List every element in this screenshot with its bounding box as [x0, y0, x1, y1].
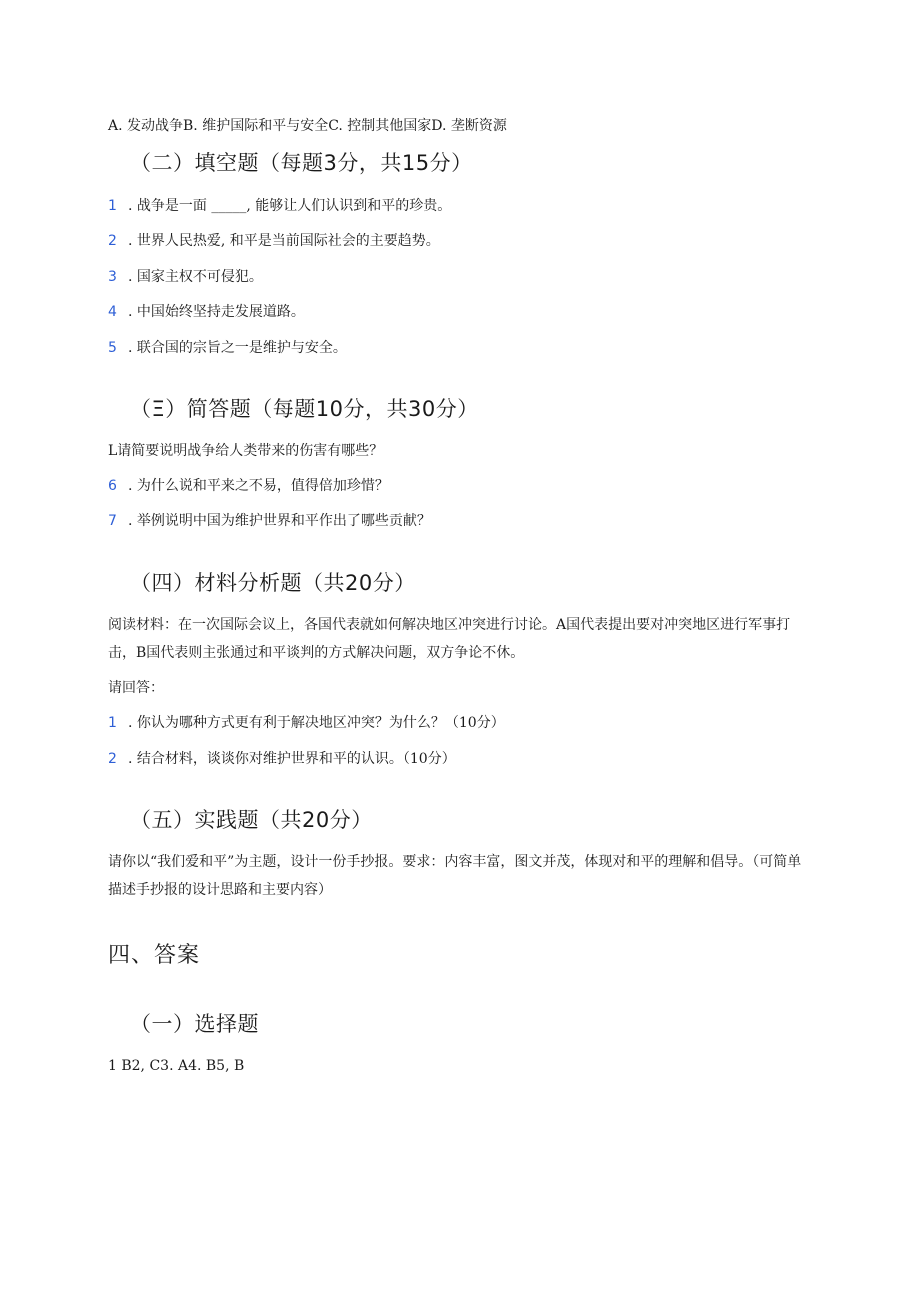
section-heading-practice: （五）实践题（共20分） — [130, 808, 373, 832]
question-text: . 中国始终坚持走发展道路。 — [128, 304, 305, 320]
short-question-7 — [108, 511, 431, 531]
question-number: 3 — [108, 269, 117, 285]
multiple-choice-options: A. 发动战争B. 维护国际和平与安全C. 控制其他国家D. 垄断资源 — [108, 118, 507, 134]
question-text: . 你认为哪种方式更有利于解决地区冲突？为什么？（10分） — [128, 715, 505, 731]
section-heading-short-answer: （Ξ）简答题（每题10分，共30分） — [130, 397, 479, 421]
section-heading-fill-in: （二）填空题（每题3分，共15分） — [130, 151, 473, 175]
question-text: . 结合材料，谈谈你对维护世界和平的认识。（10分） — [128, 751, 456, 767]
question-number: 2 — [108, 751, 117, 767]
question-number: 4 — [108, 304, 117, 320]
material-paragraph: 阅读材料：在一次国际会议上，各国代表就如何解决地区冲突进行讨论。A国代表提出要对冲突地区进行军事打击，B国代表则主张通过和平谈判的方式解决问题，双方争论不休。 — [108, 617, 791, 661]
question-text: . 联合国的宗旨之一是维护与安全。 — [128, 340, 347, 356]
fill-question-1 — [108, 196, 451, 216]
question-text: . 世界人民热爱, 和平是当前国际社会的主要趋势。 — [128, 233, 440, 249]
question-text: . 举例说明中国为维护世界和平作出了哪些贡献？ — [128, 513, 431, 529]
question-number: 1 — [108, 715, 117, 731]
question-number: 2 — [108, 233, 117, 249]
choice-answers: 1 B2, C3. A4. B5, B — [108, 1058, 245, 1074]
question-number: 7 — [108, 513, 117, 529]
answers-subheading-choice: （一）选择题 — [130, 1012, 259, 1036]
question-number: 6 — [108, 478, 117, 494]
question-number: 5 — [108, 340, 117, 356]
question-text: . 战争是一面 _____, 能够让人们认识到和平的珍贵。 — [128, 198, 452, 214]
practice-paragraph: 请你以“我们爱和平”为主题，设计一份手抄报。要求：内容丰富，图文并茂，体现对和平的理解和倡导。（可简单描述手抄报的设计思路和主要内容） — [108, 854, 802, 898]
short-question-first: L请简要说明战争给人类带来的伤害有哪些？ — [108, 443, 384, 459]
fill-question-3 — [108, 267, 263, 287]
question-text: . 为什么说和平来之不易，值得倍加珍惜？ — [128, 478, 389, 494]
short-question-6 — [108, 476, 389, 496]
answer-prompt: 请回答： — [108, 680, 164, 696]
material-question-2 — [108, 749, 456, 769]
fill-question-2 — [108, 231, 440, 251]
material-question-1 — [108, 713, 505, 733]
question-text: . 国家主权不可侵犯。 — [128, 269, 263, 285]
section-heading-material: （四）材料分析题（共20分） — [130, 571, 416, 595]
fill-question-5 — [108, 338, 347, 358]
fill-question-4 — [108, 302, 305, 322]
answers-heading: 四、答案 — [108, 943, 201, 968]
question-number: 1 — [108, 198, 117, 214]
